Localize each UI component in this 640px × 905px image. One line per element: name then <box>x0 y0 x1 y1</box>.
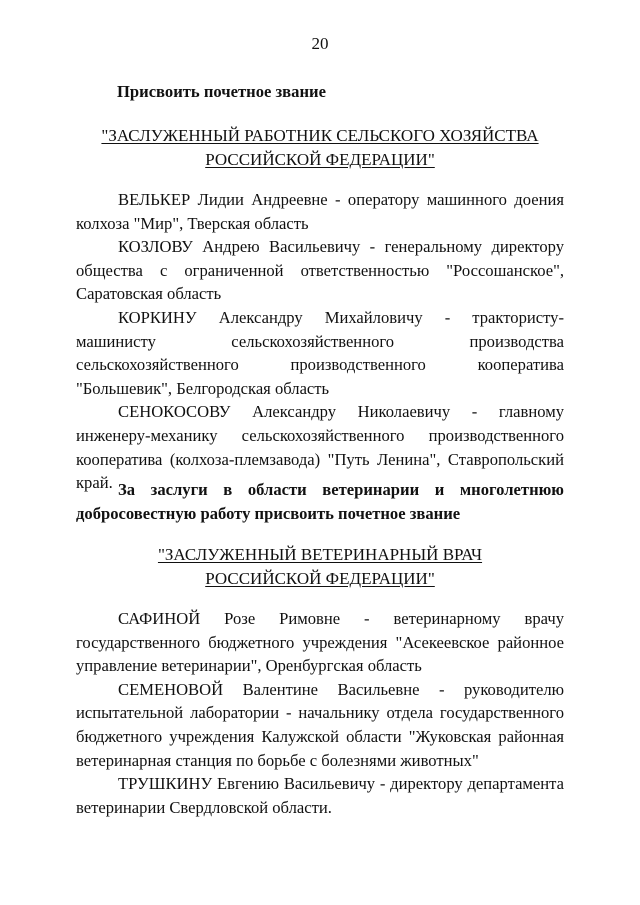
award-entry: САФИНОЙ Розе Римовне - ветеринарному врачу государственного бюджетного учреждения "Асекеевское районное управление ветеринарии", Оренбургская область <box>76 609 564 676</box>
section2-title <box>76 543 564 591</box>
award-entry: ВЕЛЬКЕР Лидии Андреевне - оператору машинного доения колхоза "Мир", Тверская область <box>76 190 564 233</box>
section1-heading: Присвоить почетное звание <box>117 82 326 101</box>
award-entry: СЕНОКОСОВУ Александру Николаевичу - главному инженеру-механику сельскохозяйственного производственного кооператива (колхоза-племзавода) "Путь Ленина", Ставропольский край. <box>76 402 564 493</box>
section1-title-line1: "ЗАСЛУЖЕННЫЙ РАБОТНИК СЕЛЬСКОГО ХОЗЯЙСТВА <box>101 126 539 145</box>
section2-heading-block <box>76 478 564 525</box>
section1-entries <box>76 188 564 495</box>
section2-entries <box>76 607 564 819</box>
page-number: 20 <box>311 34 329 53</box>
award-entry: КОЗЛОВУ Андрею Васильевичу - генеральному директору общества с ограниченной ответственностью "Россошанское", Саратовская область <box>76 237 564 304</box>
section2-heading: За заслуги в области ветеринарии и многолетнюю добросовестную работу присвоить почетное звание <box>76 480 564 523</box>
section2-title-line1: "ЗАСЛУЖЕННЫЙ ВЕТЕРИНАРНЫЙ ВРАЧ <box>157 545 483 564</box>
section1-title-line2: РОССИЙСКОЙ ФЕДЕРАЦИИ" <box>205 150 435 169</box>
award-entry: СЕМЕНОВОЙ Валентине Васильевне - руководителю испытательной лаборатории - начальнику отдела государственного бюджетного учреждения Калужской области "Жуковская районная ветеринарная станция по борьбе с болезнями животных" <box>76 679 564 770</box>
section2-title-line2: РОССИЙСКОЙ ФЕДЕРАЦИИ" <box>205 569 435 588</box>
section1-title <box>76 124 564 172</box>
award-entry: КОРКИНУ Александру Михайловичу - трактористу-машинисту сельскохозяйственного производства сельскохозяйственного производственного кооператива "Большевик", Белгородская область <box>76 307 564 398</box>
award-entry: ТРУШКИНУ Евгению Васильевичу - директору департамента ветеринарии Свердловской области. <box>76 774 564 817</box>
